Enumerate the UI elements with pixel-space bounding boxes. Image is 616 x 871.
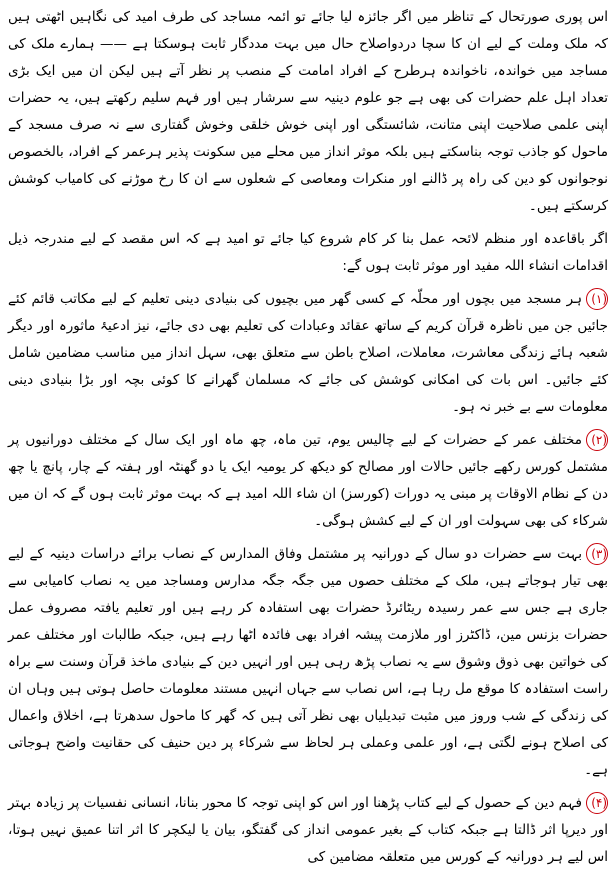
item-number-badge: (۳) xyxy=(586,543,608,565)
intro-paragraph: اس پوری صورتحال کے تناظر میں اگر جائزہ لیا جائے تو ائمہ مساجد کی طرف امید کی نگاہیں اٹھتی ہیں کہ ملک وملت کے لیے ان کا سچا دردواصلاح حال میں بہت مددگار ثابت ہوسکتا ہے —— ہمارے ملک کی مساجد میں خواندہ، ناخواندہ ہرطرح کے افراد امامت کے منصب پر نظر آتے ہیں لیکن ان میں ایک بڑی تعداد اہل علم حضرات کی بھی ہے جو علوم دینیہ سے سرشار ہیں اور فہم سلیم رکھتے ہیں، یہ حضرات اپنی علمی صلاحیت اپنی متانت، شائستگی اور اپنی خوش خلقی وخوش گفتاری سے نہ صرف مسجد کے ماحول کو جاذب توجہ بناسکتے ہیں بلکہ موثر انداز میں محلے میں سکونت پذیر ہرعمر کے افراد، بالخصوص نوجوانوں کو دین کی راہ پر ڈالنے اور منکرات ومعاصی کے شعلوں سے ان کا رخ موڑنے کی کامیاب کوشش کرسکتے ہیں۔ xyxy=(8,9,608,214)
item-number-badge: (۴) xyxy=(586,792,608,814)
list-item xyxy=(8,286,608,421)
list-item xyxy=(8,541,608,784)
list-item-text: فہم دین کے حصول کے لیے کتاب پڑھنا اور اس کو اپنی توجہ کا محور بنانا، انسانی نفسیات پر زیادہ بہتر اور دیرپا اثر ڈالتا ہے جبکہ کتاب کے بغیر عمومی انداز کی گفتگو، بیان یا لیکچر کا اثر اتنا عمیق نہیں ہوتا، اس لیے ہر دورانیہ کے کورس میں متعلقہ مضامین کی xyxy=(8,795,608,865)
proposal-paragraph: اگر باقاعدہ اور منظم لائحہ عمل بنا کر کام شروع کیا جائے تو امید ہے کہ اس مقصد کے لیے مندرجہ ذیل اقدامات انشاء اللہ مفید اور موثر ثابت ہوں گے: xyxy=(8,231,608,274)
list-item-text: بہت سے حضرات دو سال کے دورانیہ پر مشتمل وفاق المدارس کے نصاب برائے دراسات دینیہ کے لیے بھی تیار ہوجاتے ہیں، ملک کے مختلف حصوں میں جگہ جگہ مدارس ومساجد میں یہ نصاب کامیابی سے جاری ہے جس سے عمر رسیدہ ریٹائرڈ حضرات بھی استفادہ کر رہے ہیں اور تعلیم یافتہ مصروف عمل حضرات بزنس مین، ڈاکٹرز اور ملازمت پیشہ افراد بھی فائدہ اٹھا رہے ہیں، جبکہ طالبات اور مختلف عمر کی خواتین بھی ذوق وشوق سے یہ نصاب پڑھ رہی ہیں اور انہیں دین کے بنیادی ماخذ قرآن وسنت سے براہ راست استفادہ کا موقع مل رہا ہے، اس نصاب سے جہاں انہیں مستند معلومات حاصل ہوتی ہیں وہاں ان کی زندگی کے شب وروز میں مثبت تبدیلیاں بھی نظر آتی ہیں کہ گھر کا ماحول سدھرتا ہے، اخلاق واعمال کی اصلاح ہونے لگتی ہے، اور علمی وعملی ہر لحاظ سے شرکاء پر دین حنیف کی حقانیت واضح ہوجاتی ہے۔ xyxy=(8,546,608,778)
list-item-text: ہر مسجد میں بچوں اور محلّہ کے کسی گھر میں بچیوں کی بنیادی دینی تعلیم کے لیے مکاتب قائم کئے جائیں جن میں ناظرہ قرآن کریم کے ساتھ عقائد وعبادات کی تعلیم بھی دی جائے، نیز ادعیۂ ماثورہ اور دیگر شعبہ ہائے زندگی معاشرت، معاملات، اصلاح باطن سے متعلق بھی، سہل انداز میں مناسب مضامین شامل کئے جائیں۔ اس بات کی امکانی کوشش کی جائے کہ مسلمان گھرانے کا کوئی بچہ اور بڑا بنیادی دینی معلومات سے بے خبر نہ ہو۔ xyxy=(8,291,608,415)
list-item-text: مختلف عمر کے حضرات کے لیے چالیس یوم، تین ماہ، چھ ماہ اور ایک سال کے مختلف دورانیوں پر مشتمل کورس رکھے جائیں حالات اور مصالح کو دیکھ کر یومیہ ایک یا دو گھنٹہ اور ہفتہ کے چار، پانچ یا چھ دن کے نظام الاوقات پر مبنی یہ دورات (کورسز) ان شاء اللہ امید ہے کہ بہت موثر ثابت ہوں گے کہ ان میں شرکاء کی بھی سہولت اور ان کے لیے کشش ہوگی۔ xyxy=(8,432,608,529)
item-number-badge: (۲) xyxy=(586,429,608,451)
item-number-badge: (۱) xyxy=(586,288,608,310)
list-item xyxy=(8,790,608,871)
list-item xyxy=(8,427,608,535)
